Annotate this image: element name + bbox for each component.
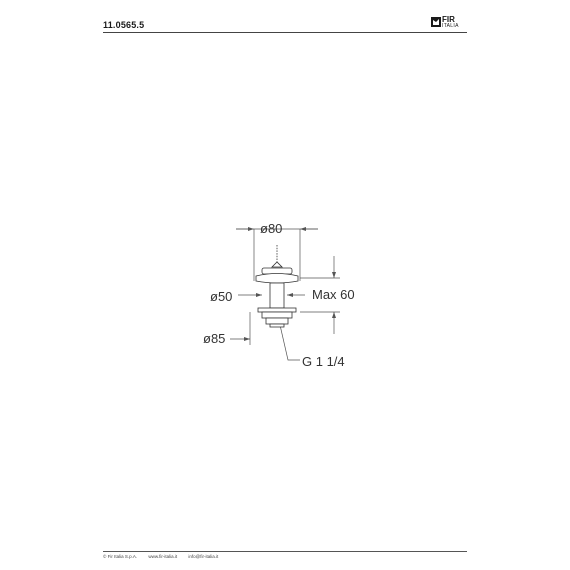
threaded-tail xyxy=(266,318,288,324)
lock-nut xyxy=(258,308,296,312)
footer-email[interactable]: info@fir-italia.it xyxy=(188,554,219,559)
top-flange xyxy=(256,274,298,284)
nut-lower xyxy=(262,312,292,318)
arrowheads xyxy=(244,227,336,341)
dim-middle-diameter: ø50 xyxy=(210,289,233,304)
tail-end xyxy=(270,324,284,327)
thread-leader xyxy=(280,325,300,360)
dim-top-diameter: ø80 xyxy=(260,221,283,236)
footer-website[interactable]: www.fir-italia.it xyxy=(148,554,178,559)
logo-brand: FIR xyxy=(442,15,455,24)
dim-thread: G 1 1/4 xyxy=(302,354,345,369)
footer-divider xyxy=(103,551,467,552)
dim-bottom-diameter: ø85 xyxy=(203,331,226,346)
drain-fitting xyxy=(256,245,298,327)
logo-sub: ITALIA xyxy=(442,23,459,29)
dim-max-height: Max 60 xyxy=(312,287,355,302)
drain-body xyxy=(270,283,284,308)
product-code: 11.0565.5 xyxy=(103,20,145,30)
stopper-knob xyxy=(272,262,282,267)
footer xyxy=(103,554,228,559)
footer-company: © Fir Italia S.p.A. xyxy=(103,554,138,559)
